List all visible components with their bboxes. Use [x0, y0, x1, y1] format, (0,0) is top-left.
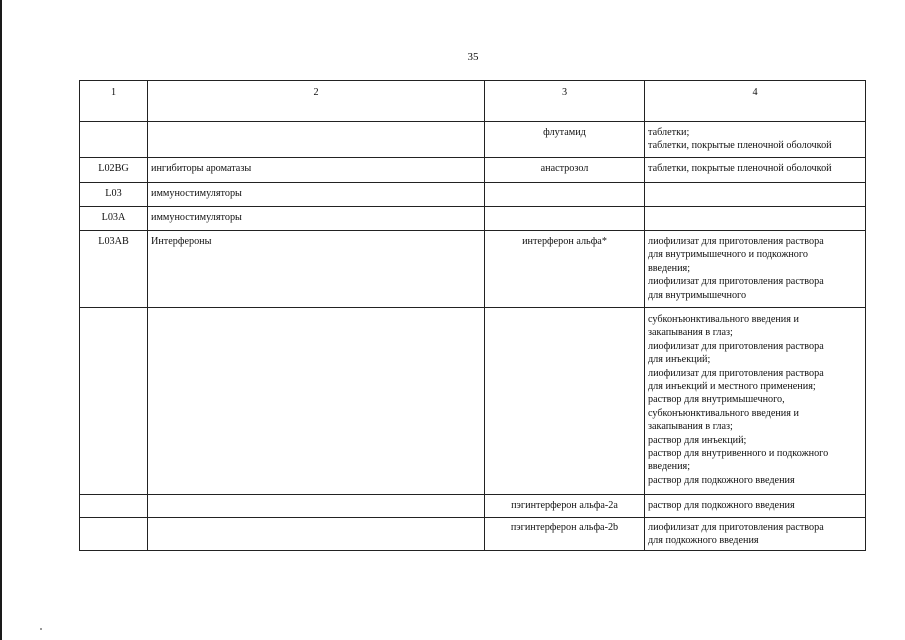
header-cell-3: 3 [485, 81, 645, 122]
group-cell [148, 122, 485, 158]
dosage-forms-cell: лиофилизат для приготовления раствора для внутримышечного и подкожного введения; лиофилизат для приготовления раствора для внутримышечного [645, 231, 866, 308]
table-row [80, 495, 866, 518]
table-row [80, 231, 866, 308]
inn-cell: анастрозол [485, 158, 645, 183]
atc-code-cell [80, 122, 148, 158]
scan-edge [0, 0, 2, 640]
group-cell: ингибиторы ароматазы [148, 158, 485, 183]
atc-code-cell: L03 [80, 183, 148, 207]
header-cell-2: 2 [148, 81, 485, 122]
inn-cell: флутамид [485, 122, 645, 158]
page-number: 35 [467, 51, 479, 63]
group-cell [148, 518, 485, 551]
drug-table [79, 80, 866, 551]
table-row [80, 308, 866, 495]
atc-code-cell [80, 518, 148, 551]
group-cell: Интерфероны [148, 231, 485, 308]
group-cell [148, 495, 485, 518]
table-header-row [80, 81, 866, 122]
inn-cell [485, 308, 645, 495]
header-cell-1: 1 [80, 81, 148, 122]
table-row [80, 207, 866, 231]
atc-code-cell [80, 495, 148, 518]
inn-cell [485, 207, 645, 231]
dosage-forms-cell: раствор для подкожного введения [645, 495, 866, 518]
scan-speck [40, 628, 42, 630]
atc-code-cell: L03A [80, 207, 148, 231]
table-row [80, 158, 866, 183]
dosage-forms-cell: лиофилизат для приготовления раствора для подкожного введения [645, 518, 866, 551]
dosage-forms-cell [645, 207, 866, 231]
table-row [80, 122, 866, 158]
inn-cell: интерферон альфа* [485, 231, 645, 308]
group-cell: иммуностимуляторы [148, 207, 485, 231]
header-cell-4: 4 [645, 81, 866, 122]
dosage-forms-cell [645, 183, 866, 207]
table-row [80, 183, 866, 207]
table-row [80, 518, 866, 551]
inn-cell [485, 183, 645, 207]
inn-cell: пэгинтерферон альфа-2b [485, 518, 645, 551]
group-cell [148, 308, 485, 495]
atc-code-cell [80, 308, 148, 495]
dosage-forms-cell: таблетки, покрытые пленочной оболочкой [645, 158, 866, 183]
atc-code-cell: L02BG [80, 158, 148, 183]
dosage-forms-cell: субконъюнктивального введения и закапывания в глаз; лиофилизат для приготовления раствора для инъекций; лиофилизат для приготовления раствора для инъекций и местного применения; раствор для внутримышечного, субконъюнктивального введения и закапывания в глаз; раствор для инъекций; раствор для внутривенного и подкожного введения; раствор для подкожного введения [645, 308, 866, 495]
atc-code-cell: L03AB [80, 231, 148, 308]
inn-cell: пэгинтерферон альфа-2a [485, 495, 645, 518]
dosage-forms-cell: таблетки; таблетки, покрытые пленочной оболочкой [645, 122, 866, 158]
group-cell: иммуностимуляторы [148, 183, 485, 207]
